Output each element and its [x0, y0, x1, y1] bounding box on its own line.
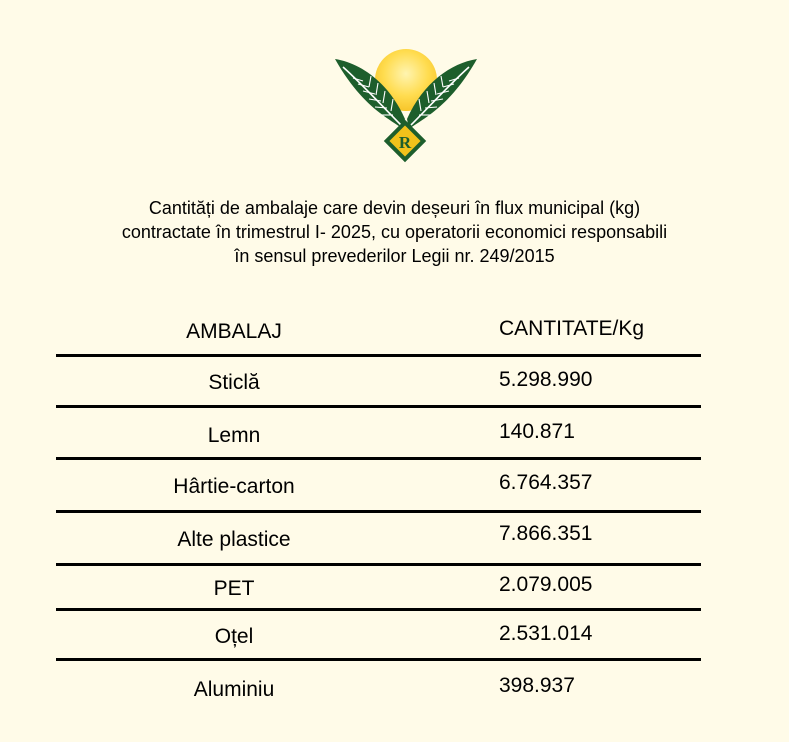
row-value: 398.937	[499, 674, 575, 697]
row-name: Alte plastice	[177, 528, 291, 551]
table-row	[56, 460, 701, 513]
caption-line-2: contractate în trimestrul I- 2025, cu operatorii economici responsabili	[121, 222, 668, 242]
table-row	[56, 611, 701, 661]
company-logo	[331, 45, 481, 165]
row-value: 6.764.357	[499, 471, 593, 494]
row-value: 5.298.990	[499, 368, 593, 391]
table-row	[56, 661, 701, 709]
row-name: PET	[213, 577, 255, 600]
caption-line-3: în sensul prevederilor Legii nr. 249/2015	[234, 246, 555, 266]
header-cantitate: CANTITATE/Kg	[499, 317, 645, 340]
row-value: 140.871	[499, 420, 575, 443]
table-row	[56, 566, 701, 611]
logo-letter: R	[398, 133, 412, 152]
row-value: 2.079.005	[499, 573, 593, 596]
row-value: 7.866.351	[499, 522, 593, 545]
row-value: 2.531.014	[499, 622, 593, 645]
row-name: Oțel	[214, 625, 254, 648]
table-row	[56, 357, 701, 408]
row-name: Hârtie-carton	[173, 475, 295, 498]
caption-line-1: Cantități de ambalaje care devin deșeuri în flux municipal (kg)	[148, 198, 641, 218]
table-row	[56, 513, 701, 566]
header-ambalaj: AMBALAJ	[186, 320, 282, 343]
row-name: Sticlă	[208, 371, 260, 394]
row-name: Lemn	[207, 424, 261, 447]
row-name: Aluminiu	[193, 678, 275, 701]
table-caption	[0, 196, 789, 268]
table-row	[56, 408, 701, 460]
packaging-table	[56, 305, 701, 709]
table-header-row	[56, 305, 701, 357]
leaf-sun-logo-icon	[331, 45, 481, 165]
